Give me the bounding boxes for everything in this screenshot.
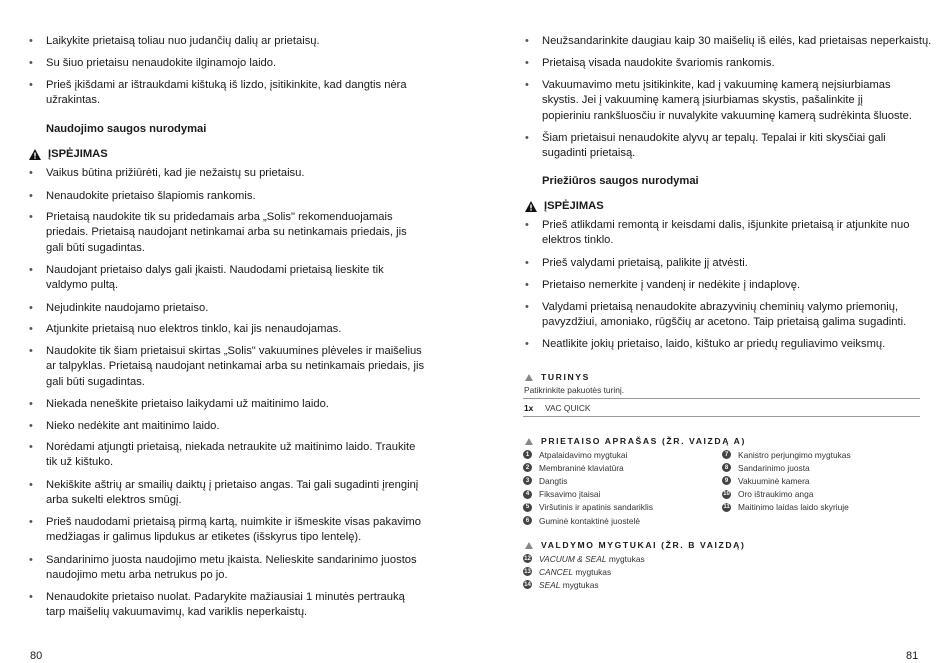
- part-item: 2 Membraninė klaviatūra: [523, 461, 653, 474]
- part-item: 9 Vakuuminė kamera: [722, 474, 851, 487]
- triangle-marker-icon: [525, 438, 533, 445]
- part-item: 11 Maitinimo laidas laido skyriuje: [723, 502, 849, 513]
- list-item: • Neatlikite jokių prietaiso, laido, kištuko ar priedų reguliavimo veiksmų.: [525, 338, 886, 350]
- controls-heading: VALDYMO MYGTUKAI (ŽR. B VAIZDĄ): [525, 540, 745, 550]
- list-item: • Prietaisą naudokite tik su pridedamais arba „Solis" rekomenduojamais priedais. Prietaisą naudojant netinkamai arba su netinkamais priedais, jis gali būti sugadintas.: [29, 211, 407, 254]
- list-item: • Sandarinimo juosta naudojimo metu įkaista. Nelieskite sandarinimo juostos naudojimo metu arba netrukus po jo.: [29, 554, 417, 582]
- control-item: 14 SEAL mygtukas: [524, 579, 599, 590]
- warning-label: ĮSPĖJIMAS: [29, 148, 108, 160]
- part-item: 1 Atpalaidavimo mygtukai: [523, 448, 653, 461]
- part-item: 3 Dangtis: [523, 474, 653, 487]
- usage-heading: Naudojimo saugos nurodymai: [46, 123, 207, 135]
- control-item: 12 VACUUM & SEAL mygtukas: [524, 553, 645, 564]
- triangle-marker-icon: [525, 542, 533, 549]
- list-item: • Valydami prietaisą nenaudokite abrazyvinių cheminių valymo priemonių, pavyzdžiui, amoniako, rūgščių ar acetono. Taip prietaisą galima sugadinti.: [525, 301, 907, 329]
- care-heading: Priežiūros saugos nurodymai: [542, 175, 699, 187]
- list-item: • Vaikus būtina prižiūrėti, kad jie nežaistų su prietaisu.: [29, 167, 305, 179]
- list-item: • Vakuumavimo metu įsitikinkite, kad į vakuuminę kamerą neįsiurbiamas skystis. Jei į vakuuminę kamerą įsiurbiamas skystis, pašalinkite jį popieriniu rankšluosčiu ir nuvalykite vakuuminę kamerą sudrėkinta šluoste.: [525, 79, 912, 122]
- part-item: 6 Guminė kontaktinė juostelė: [523, 514, 653, 527]
- list-item: • Prieš naudodami prietaisą pirmą kartą, nuimkite ir išmeskite visas pakavimo medžiagas ir galimus lipdukus ar etiketes (išskyrus tipo lentelę).: [29, 516, 421, 544]
- contents-row: [523, 398, 920, 417]
- parts-list-left: [523, 448, 653, 527]
- list-item: • Neužsandarinkite daugiau kaip 30 maišelių iš eilės, kad prietaisas neperkaistų.: [525, 35, 932, 47]
- warning-icon: [525, 201, 537, 212]
- part-item: 8 Sandarinimo juosta: [722, 461, 851, 474]
- controls-list: [523, 552, 645, 592]
- list-item: • Nenaudokite prietaiso šlapiomis rankomis.: [29, 190, 256, 202]
- list-item: • Nekiškite aštrių ar smailių daiktų į prietaiso angas. Tai gali sugadinti įrenginį arba sukelti elektros smūgį.: [29, 479, 419, 507]
- list-item: • Norėdami atjungti prietaisą, niekada netraukite už maitinimo laido. Traukite tik už kištuko.: [29, 441, 416, 469]
- warning-icon: [29, 149, 41, 160]
- list-item: • Naudokite tik šiam prietaisui skirtas „Solis" vakuumines plėveles ir maišelius ar talpyklas. Prietaisą naudojant netinkamai arba su netinkamais priedais, jis gali būti sugadintas.: [29, 345, 425, 388]
- list-item: • Atjunkite prietaisą nuo elektros tinklo, kai jis nenaudojamas.: [29, 323, 342, 335]
- list-item: • Nenaudokite prietaiso nuolat. Padarykite mažiausiai 1 minutės pertrauką tarp maišelių vakuumavimų, kad variklis neperkaistų.: [29, 591, 405, 619]
- list-item: • Niekada neneškite prietaiso laikydami už maitinimo laido.: [29, 398, 329, 410]
- list-item: • Prieš įkišdami ar ištraukdami kištuką iš lizdo, įsitikinkite, kad dangtis nėra užrakintas.: [29, 79, 407, 107]
- list-item: • Nieko nedėkite ant maitinimo laido.: [29, 420, 220, 432]
- list-item: • Prietaiso nemerkite į vandenį ir nedėkite į indaplovę.: [525, 279, 801, 291]
- list-item: • Naudojant prietaiso dalys gali įkaisti. Naudodami prietaisą lieskite tik valdymo pultą.: [29, 264, 384, 292]
- page-number-left: 80: [30, 650, 43, 662]
- list-item: • Prieš valydami prietaisą, palikite jį atvėsti.: [525, 257, 748, 269]
- contents-subtitle: Patikrinkite pakuotės turinį.: [524, 385, 625, 395]
- list-item: • Prietaisą visada naudokite švariomis rankomis.: [525, 57, 775, 69]
- list-item: • Nejudinkite naudojamo prietaiso.: [29, 302, 209, 314]
- list-item: • Laikykite prietaisą toliau nuo judančių dalių ar prietaisų.: [29, 35, 320, 47]
- contents-heading: TURINYS: [525, 372, 590, 382]
- part-item: 4 Fiksavimo įtaisai: [523, 488, 653, 501]
- warning-label: ĮSPĖJIMAS: [525, 200, 604, 212]
- list-item: • Su šiuo prietaisu nenaudokite ilginamojo laido.: [29, 57, 277, 69]
- list-item: • Šiam prietaisui nenaudokite alyvų ar tepalų. Tepalai ir kiti skysčiai gali sugadinti prietaisą.: [525, 132, 886, 160]
- list-item: • Prieš atlikdami remontą ir keisdami dalis, išjunkite prietaisą ir atjunkite nuo elektros tinklo.: [525, 219, 910, 247]
- part-item: 10 Oro ištraukimo anga: [723, 489, 814, 500]
- control-item: 13 CANCEL mygtukas: [524, 566, 612, 577]
- part-item: 7 Kanistro perjungimo mygtukas: [722, 448, 851, 461]
- parts-list-right: [722, 448, 851, 514]
- contents-item: VAC QUICK: [545, 403, 591, 413]
- triangle-marker-icon: [525, 374, 533, 381]
- part-item: 5 Viršutinis ir apatinis sandariklis: [523, 501, 653, 514]
- page-number-right: 81: [906, 650, 919, 662]
- contents-qty: 1x: [524, 403, 534, 413]
- parts-heading: PRIETAISO APRAŠAS (ŽR. VAIZDĄ A): [525, 436, 746, 446]
